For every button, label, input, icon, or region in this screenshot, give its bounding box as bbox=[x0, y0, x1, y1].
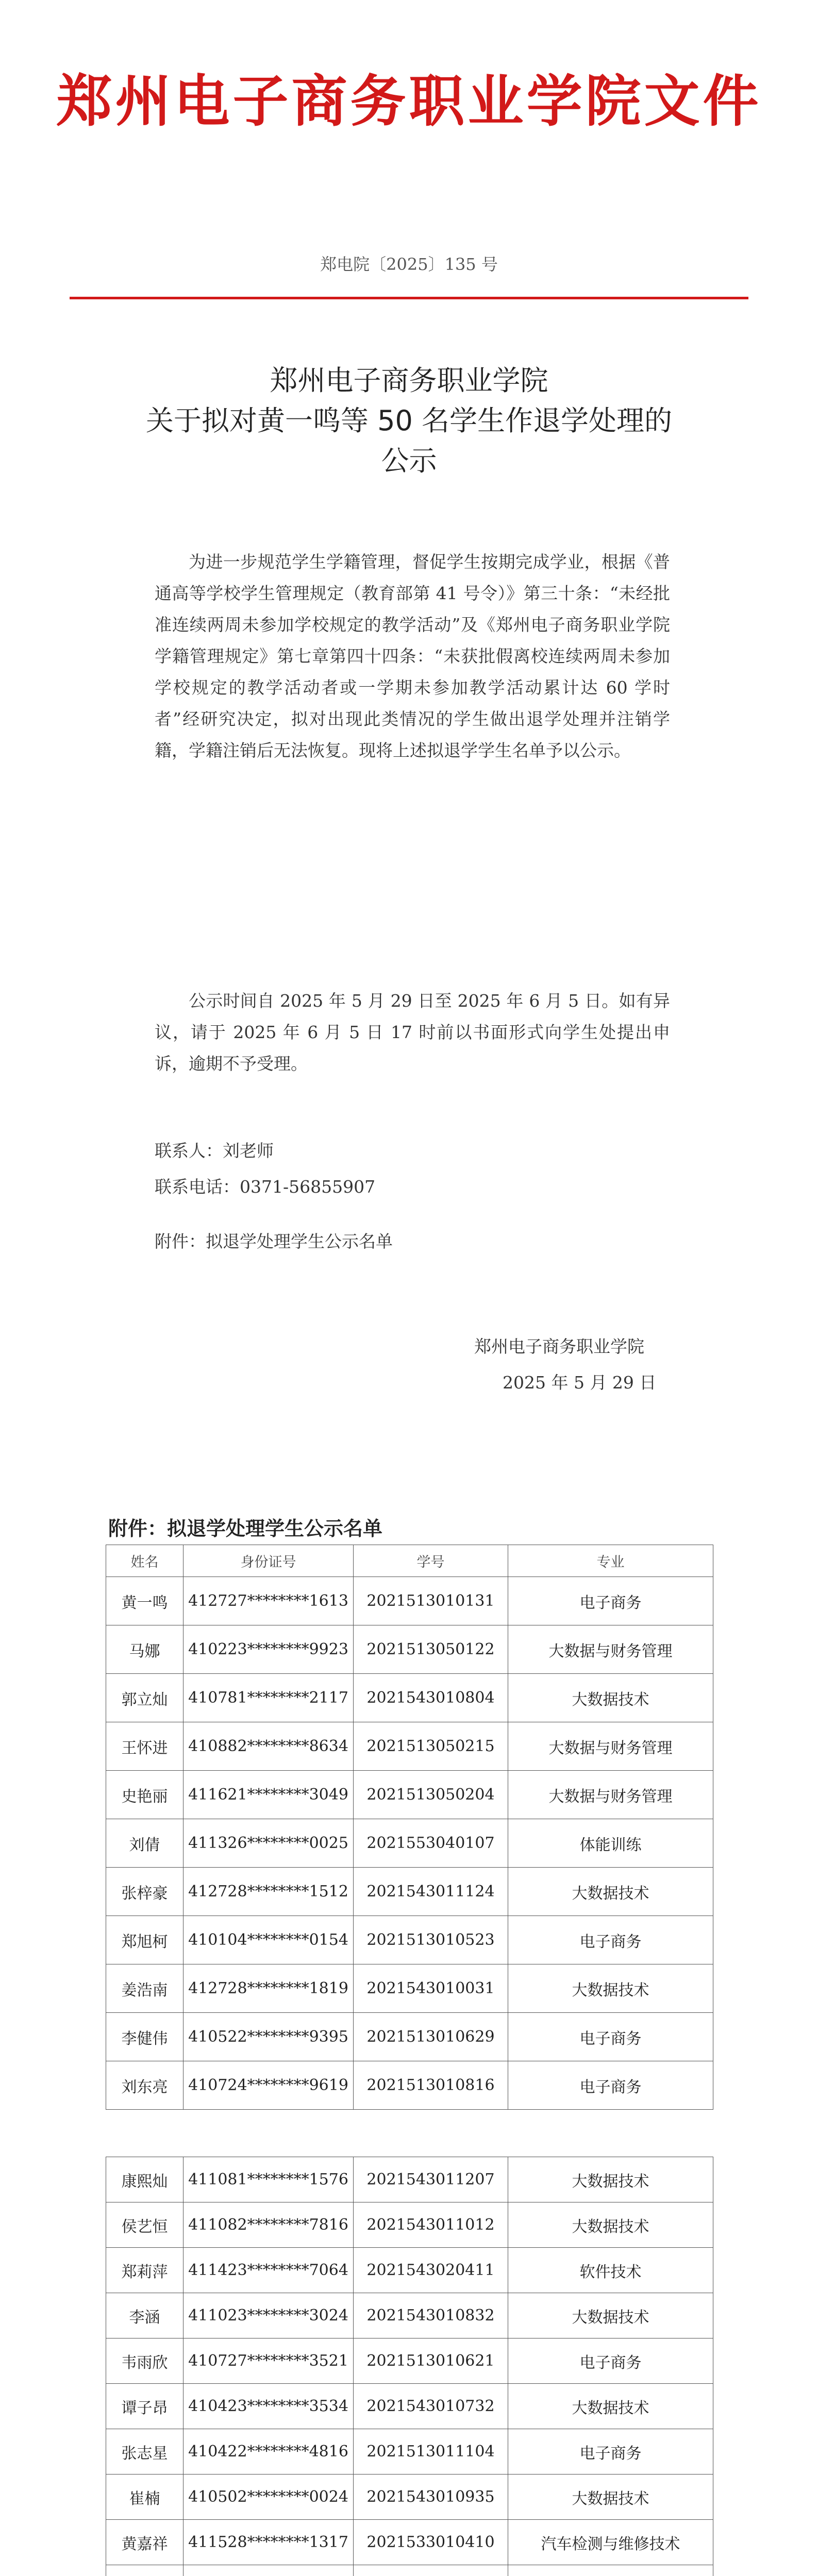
student-number-cell: 2021513050122 bbox=[354, 1625, 508, 1674]
student-name-cell: 黄嘉祥 bbox=[106, 2520, 183, 2565]
major-cell: 大数据技术 bbox=[508, 2384, 713, 2429]
major-cell: 大数据技术 bbox=[508, 1964, 713, 2013]
student-number-cell: 2021513050204 bbox=[354, 1771, 508, 1819]
issuer-name: 郑州电子商务职业学院 bbox=[474, 1336, 644, 1357]
student-name-cell: 郭立灿 bbox=[106, 1674, 183, 1722]
student-table-2 bbox=[106, 2157, 713, 2576]
id-number-cell: 411423********7064 bbox=[183, 2248, 354, 2293]
body-paragraph-2: 公示时间自 2025 年 5 月 29 日至 2025 年 6 月 5 日。如有异议，请于 2025 年 6 月 5 日 17 时前以书面形式向学生处提出申诉，逾期不予受理。 bbox=[155, 991, 670, 1074]
table-row bbox=[106, 2520, 713, 2565]
student-number-cell: 2021543010732 bbox=[354, 2384, 508, 2429]
header-student-number: 学号 bbox=[354, 1545, 508, 1577]
table-body-2 bbox=[106, 2157, 713, 2576]
attachment-note: 附件：拟退学处理学生公示名单 bbox=[155, 1231, 393, 1251]
id-number-cell: 410104********0154 bbox=[183, 1916, 354, 1964]
id-number-cell: 410422********4816 bbox=[183, 2429, 354, 2475]
id-number-cell: 411326********0025 bbox=[183, 1819, 354, 1868]
student-number-cell: 2021513050215 bbox=[354, 1722, 508, 1771]
major-cell: 电子商务 bbox=[508, 1916, 713, 1964]
student-number-cell: 2021513010816 bbox=[354, 2061, 508, 2110]
heading-line-1: 郑州电子商务职业学院 bbox=[270, 364, 548, 397]
major-cell: 大数据技术 bbox=[508, 2202, 713, 2248]
major-cell: 大数据与财务管理 bbox=[508, 1625, 713, 1674]
table-row bbox=[106, 1771, 713, 1819]
document-title: 郑州电子商务职业学院文件 bbox=[56, 70, 762, 134]
major-cell: 汽车检测与维修技术 bbox=[508, 2520, 713, 2565]
student-name-cell: 康熙灿 bbox=[106, 2157, 183, 2202]
id-number-cell: 410724********9619 bbox=[183, 2061, 354, 2110]
id-number-cell: 411082********7816 bbox=[183, 2202, 354, 2248]
major-cell: 大数据技术 bbox=[508, 2157, 713, 2202]
table-row bbox=[106, 2384, 713, 2429]
id-number-cell: 412727********1613 bbox=[183, 1577, 354, 1625]
major-cell: 大数据与财务管理 bbox=[508, 1771, 713, 1819]
major-cell bbox=[508, 2565, 713, 2576]
notice-heading bbox=[0, 361, 818, 481]
issue-date: 2025 年 5 月 29 日 bbox=[503, 1372, 657, 1393]
student-name-cell: 刘倩 bbox=[106, 1819, 183, 1868]
major-cell: 大数据与财务管理 bbox=[508, 1722, 713, 1771]
student-name-cell: 谭子昂 bbox=[106, 2384, 183, 2429]
table-row bbox=[106, 2248, 713, 2293]
id-number-cell: 411081********1576 bbox=[183, 2157, 354, 2202]
student-name-cell: 郑莉萍 bbox=[106, 2248, 183, 2293]
student-name-cell: 王怀进 bbox=[106, 1722, 183, 1771]
table-row bbox=[106, 2013, 713, 2061]
student-name-cell: 崔楠 bbox=[106, 2475, 183, 2520]
student-number-cell: 2021543011124 bbox=[354, 1868, 508, 1916]
red-divider bbox=[70, 297, 748, 299]
major-cell: 电子商务 bbox=[508, 1577, 713, 1625]
student-name-cell: 郑旭柯 bbox=[106, 1916, 183, 1964]
student-name-cell: 张志星 bbox=[106, 2429, 183, 2475]
body-paragraph-1: 为进一步规范学生学籍管理，督促学生按期完成学业，根据《普通高等学校学生管理规定（教育部第 41 号令）》第三十条：“未经批准连续两周未参加学校规定的教学活动”及《郑州电子商务职业学院学籍管理规定》第七章第四十四条：“未获批假离校连续两周未参加学校规定的教学活动者或一学期未参加教学活动累计达 60 学时者”经研究决定，拟对出现此类情况的学生做出退学处理并注销学籍，学籍注销后无法恢复。现将上述拟退学学生名单予以公示。 bbox=[155, 552, 670, 760]
major-cell: 大数据技术 bbox=[508, 2293, 713, 2338]
student-name-cell: 韦雨欣 bbox=[106, 2338, 183, 2384]
student-name-cell: 史艳丽 bbox=[106, 1771, 183, 1819]
id-number-cell: 411621********3049 bbox=[183, 1771, 354, 1819]
student-number-cell: 2021543010832 bbox=[354, 2293, 508, 2338]
student-number-cell bbox=[354, 2565, 508, 2576]
id-number-cell: 412728********1819 bbox=[183, 1964, 354, 2013]
table-title: 附件：拟退学处理学生公示名单 bbox=[108, 1517, 383, 1540]
contact-person: 联系人：刘老师 bbox=[155, 1141, 274, 1161]
student-name-cell: 马娜 bbox=[106, 1625, 183, 1674]
student-name-cell: 李涵 bbox=[106, 2293, 183, 2338]
table-row bbox=[106, 2157, 713, 2202]
id-number-cell: 410781********2117 bbox=[183, 1674, 354, 1722]
header-major: 专业 bbox=[508, 1545, 713, 1577]
table-row bbox=[106, 2293, 713, 2338]
major-cell: 电子商务 bbox=[508, 2338, 713, 2384]
student-name-cell: 李健伟 bbox=[106, 2013, 183, 2061]
id-number-cell: 411528********1317 bbox=[183, 2520, 354, 2565]
document-number: 郑电院〔2025〕135 号 bbox=[320, 255, 498, 274]
id-number-cell bbox=[183, 2565, 354, 2576]
student-number-cell: 2021513010131 bbox=[354, 1577, 508, 1625]
table-body-1 bbox=[106, 1545, 713, 2110]
major-cell: 电子商务 bbox=[508, 2429, 713, 2475]
table-row bbox=[106, 2338, 713, 2384]
header-id-number: 身份证号 bbox=[183, 1545, 354, 1577]
student-name-cell: 张梓豪 bbox=[106, 1868, 183, 1916]
student-number-cell: 2021513010523 bbox=[354, 1916, 508, 1964]
major-cell: 软件技术 bbox=[508, 2248, 713, 2293]
table-row bbox=[106, 1868, 713, 1916]
table-row bbox=[106, 2202, 713, 2248]
table-row bbox=[106, 2429, 713, 2475]
student-number-cell: 2021553040107 bbox=[354, 1819, 508, 1868]
major-cell: 体能训练 bbox=[508, 1819, 713, 1868]
table-header-row bbox=[106, 1545, 713, 1577]
student-number-cell: 2021513010621 bbox=[354, 2338, 508, 2384]
student-name-cell: 姜浩南 bbox=[106, 1964, 183, 2013]
student-table-1 bbox=[106, 1545, 713, 2110]
major-cell: 电子商务 bbox=[508, 2061, 713, 2110]
student-name-cell bbox=[106, 2565, 183, 2576]
id-number-cell: 410882********8634 bbox=[183, 1722, 354, 1771]
table-row bbox=[106, 2475, 713, 2520]
heading-line-2: 关于拟对黄一鸣等 50 名学生作退学处理的 bbox=[145, 404, 673, 437]
table-row bbox=[106, 1722, 713, 1771]
table-row bbox=[106, 1964, 713, 2013]
student-number-cell: 2021543010804 bbox=[354, 1674, 508, 1722]
document-header bbox=[0, 0, 818, 304]
table-row bbox=[106, 1577, 713, 1625]
id-number-cell: 410423********3534 bbox=[183, 2384, 354, 2429]
student-number-cell: 2021533010410 bbox=[354, 2520, 508, 2565]
major-cell: 大数据技术 bbox=[508, 2475, 713, 2520]
major-cell: 大数据技术 bbox=[508, 1868, 713, 1916]
student-number-cell: 2021543010935 bbox=[354, 2475, 508, 2520]
id-number-cell: 410502********0024 bbox=[183, 2475, 354, 2520]
major-cell: 大数据技术 bbox=[508, 1674, 713, 1722]
student-number-cell: 2021543020411 bbox=[354, 2248, 508, 2293]
student-number-cell: 2021513010629 bbox=[354, 2013, 508, 2061]
id-number-cell: 410727********3521 bbox=[183, 2338, 354, 2384]
table-row bbox=[106, 1916, 713, 1964]
student-name-cell: 刘东亮 bbox=[106, 2061, 183, 2110]
id-number-cell: 411023********3024 bbox=[183, 2293, 354, 2338]
major-cell: 电子商务 bbox=[508, 2013, 713, 2061]
student-name-cell: 黄一鸣 bbox=[106, 1577, 183, 1625]
student-number-cell: 2021513011104 bbox=[354, 2429, 508, 2475]
id-number-cell: 410522********9395 bbox=[183, 2013, 354, 2061]
table-row bbox=[106, 1625, 713, 1674]
heading-line-3: 公示 bbox=[381, 445, 437, 477]
table-row bbox=[106, 2565, 713, 2576]
student-name-cell: 侯艺恒 bbox=[106, 2202, 183, 2248]
id-number-cell: 410223********9923 bbox=[183, 1625, 354, 1674]
table-row bbox=[106, 1819, 713, 1868]
student-number-cell: 2021543010031 bbox=[354, 1964, 508, 2013]
student-number-cell: 2021543011207 bbox=[354, 2157, 508, 2202]
table-row bbox=[106, 2061, 713, 2110]
id-number-cell: 412728********1512 bbox=[183, 1868, 354, 1916]
contact-phone: 联系电话：0371-56855907 bbox=[155, 1177, 376, 1197]
table-row bbox=[106, 1674, 713, 1722]
student-number-cell: 2021543011012 bbox=[354, 2202, 508, 2248]
header-student-name: 姓名 bbox=[106, 1545, 183, 1577]
